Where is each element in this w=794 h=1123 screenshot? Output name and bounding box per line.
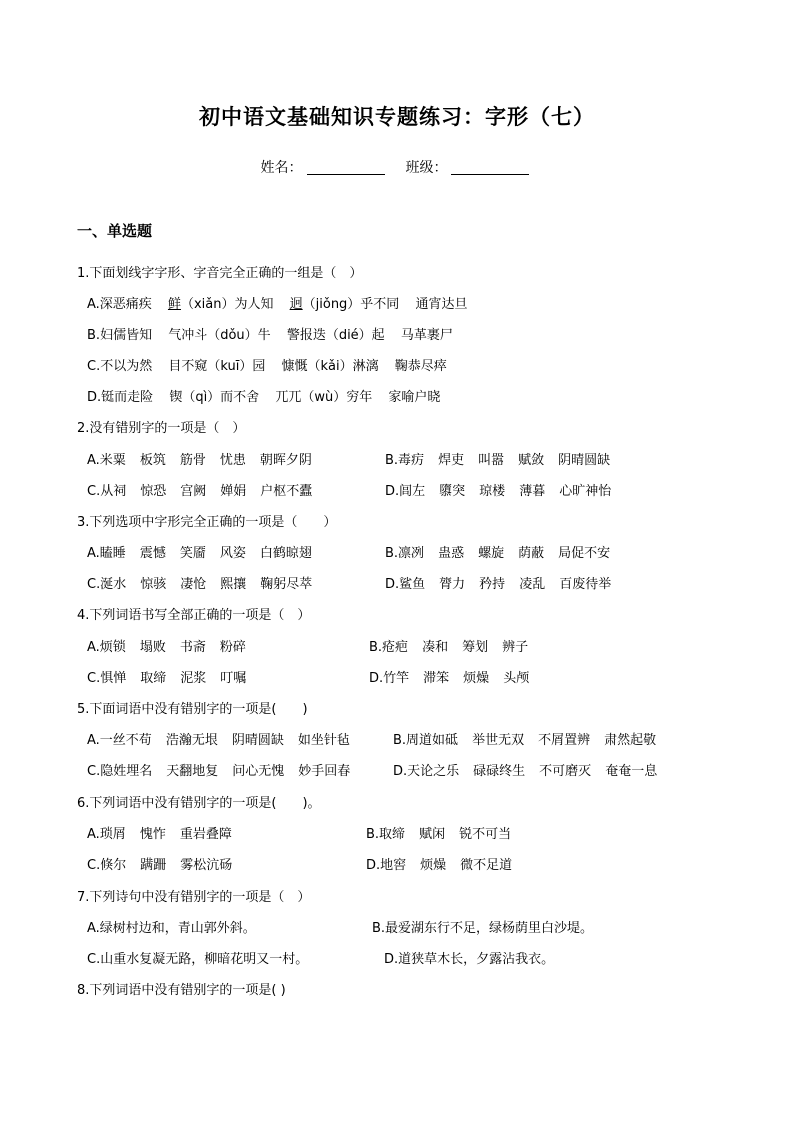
q3-option-a[interactable]: A.瞌睡 震憾 笑靥 风姿 白鹤晾翅	[87, 546, 312, 561]
q7-option-c[interactable]: C.山重水复凝无路，柳暗花明又一村。	[87, 952, 309, 967]
page-title: 初中语文基础知识专题练习：字形（七）	[199, 104, 595, 129]
name-blank[interactable]	[307, 160, 385, 175]
q5-option-d[interactable]: D.天论之乐 碌碌终生 不可磨灭 奄奄一息	[393, 764, 658, 779]
q6-option-c[interactable]: C.倏尔 蹒跚 雾松沆砀	[87, 858, 233, 873]
q7-option-b[interactable]: B.最爱湖东行不足，绿杨荫里白沙堤。	[372, 921, 594, 936]
q4-option-b[interactable]: B.疮疤 凑和 筹划 辨子	[369, 640, 529, 655]
q2-option-c[interactable]: C.从祠 惊恐 宫阙 婵娟 户枢不蠹	[87, 484, 313, 499]
q1-option-d[interactable]: D.铤而走险 锲（qì）而不舍 兀兀（wù）穷年 家喻户晓	[87, 390, 441, 405]
question-8: 8.下列词语中没有错别字的一项是( )	[77, 983, 286, 998]
question-1: 1.下面划线字字形、字音完全正确的一组是（ ）	[77, 266, 363, 281]
q1-option-a[interactable]: A.深恶痛疾 鲜（xiǎn）为人知 迥（jiǒng）乎不同 通宵达旦	[87, 297, 468, 312]
q6-option-a[interactable]: A.琐屑 愧怍 重岩叠障	[87, 827, 232, 842]
question-7: 7.下列诗句中没有错别字的一项是（ ）	[77, 890, 311, 905]
q7-option-d[interactable]: D.道狭草木长，夕露沾我衣。	[384, 952, 555, 967]
student-info	[0, 157, 794, 177]
q4-option-d[interactable]: D.竹竿 滞笨 烦燥 头颅	[369, 671, 530, 686]
question-6: 6.下列词语中没有错别字的一项是( )。	[77, 796, 321, 811]
q3-option-b[interactable]: B.凛冽 蛊惑 螺旋 荫蔽 局促不安	[385, 546, 611, 561]
q4-option-a[interactable]: A.烦锁 塌败 书斋 粉碎	[87, 640, 246, 655]
question-3: 3.下列选项中字形完全正确的一项是（ ）	[77, 515, 337, 530]
q5-option-c[interactable]: C.隐姓埋名 天翻地复 问心无愧 妙手回春	[87, 764, 351, 779]
q2-option-b[interactable]: B.毒疠 焊吏 叫嚣 赋敛 阴晴圆缺	[385, 453, 611, 468]
question-4: 4.下列词语书写全部正确的一项是（ ）	[77, 608, 311, 623]
q2-option-a[interactable]: A.米粟 板筑 筋骨 忧患 朝晖夕阴	[87, 453, 312, 468]
q6-option-d[interactable]: D.地窖 烦燥 微不足道	[366, 858, 513, 873]
q3-option-c[interactable]: C.涎水 惊骇 凄怆 熙攘 鞠躬尽萃	[87, 577, 313, 592]
q3-option-d[interactable]: D.鲨鱼 膂力 矜持 凌乱 百废待举	[385, 577, 612, 592]
name-label: 姓名：	[260, 160, 303, 176]
q2-option-d[interactable]: D.闾左 隳突 琼楼 薄暮 心旷神怡	[385, 484, 612, 499]
section-heading: 一、单选题	[77, 222, 153, 240]
question-5: 5.下面词语中没有错别字的一项是( )	[77, 702, 308, 717]
q1-option-c[interactable]: C.不以为然 目不窥（kuī）园 慷慨（kǎi）淋漓 鞠恭尽瘁	[87, 359, 447, 374]
q1-option-b[interactable]: B.妇儒皆知 气冲斗（dǒu）牛 警报迭（dié）起 马革裹尸	[87, 328, 453, 343]
q4-option-c[interactable]: C.惧惮 取缔 泥浆 叮嘱	[87, 671, 247, 686]
class-label: 班级：	[405, 160, 448, 176]
question-2: 2.没有错别字的一项是（ ）	[77, 421, 246, 436]
q5-option-a[interactable]: A.一丝不苟 浩瀚无垠 阴晴圆缺 如坐针毡	[87, 733, 350, 748]
q7-option-a[interactable]: A.绿树村边和，青山郭外斜。	[87, 921, 256, 936]
q6-option-b[interactable]: B.取缔 赋闲 锐不可当	[366, 827, 512, 842]
class-blank[interactable]	[451, 160, 529, 175]
q5-option-b[interactable]: B.周道如砥 举世无双 不屑置辨 肃然起敬	[393, 733, 657, 748]
